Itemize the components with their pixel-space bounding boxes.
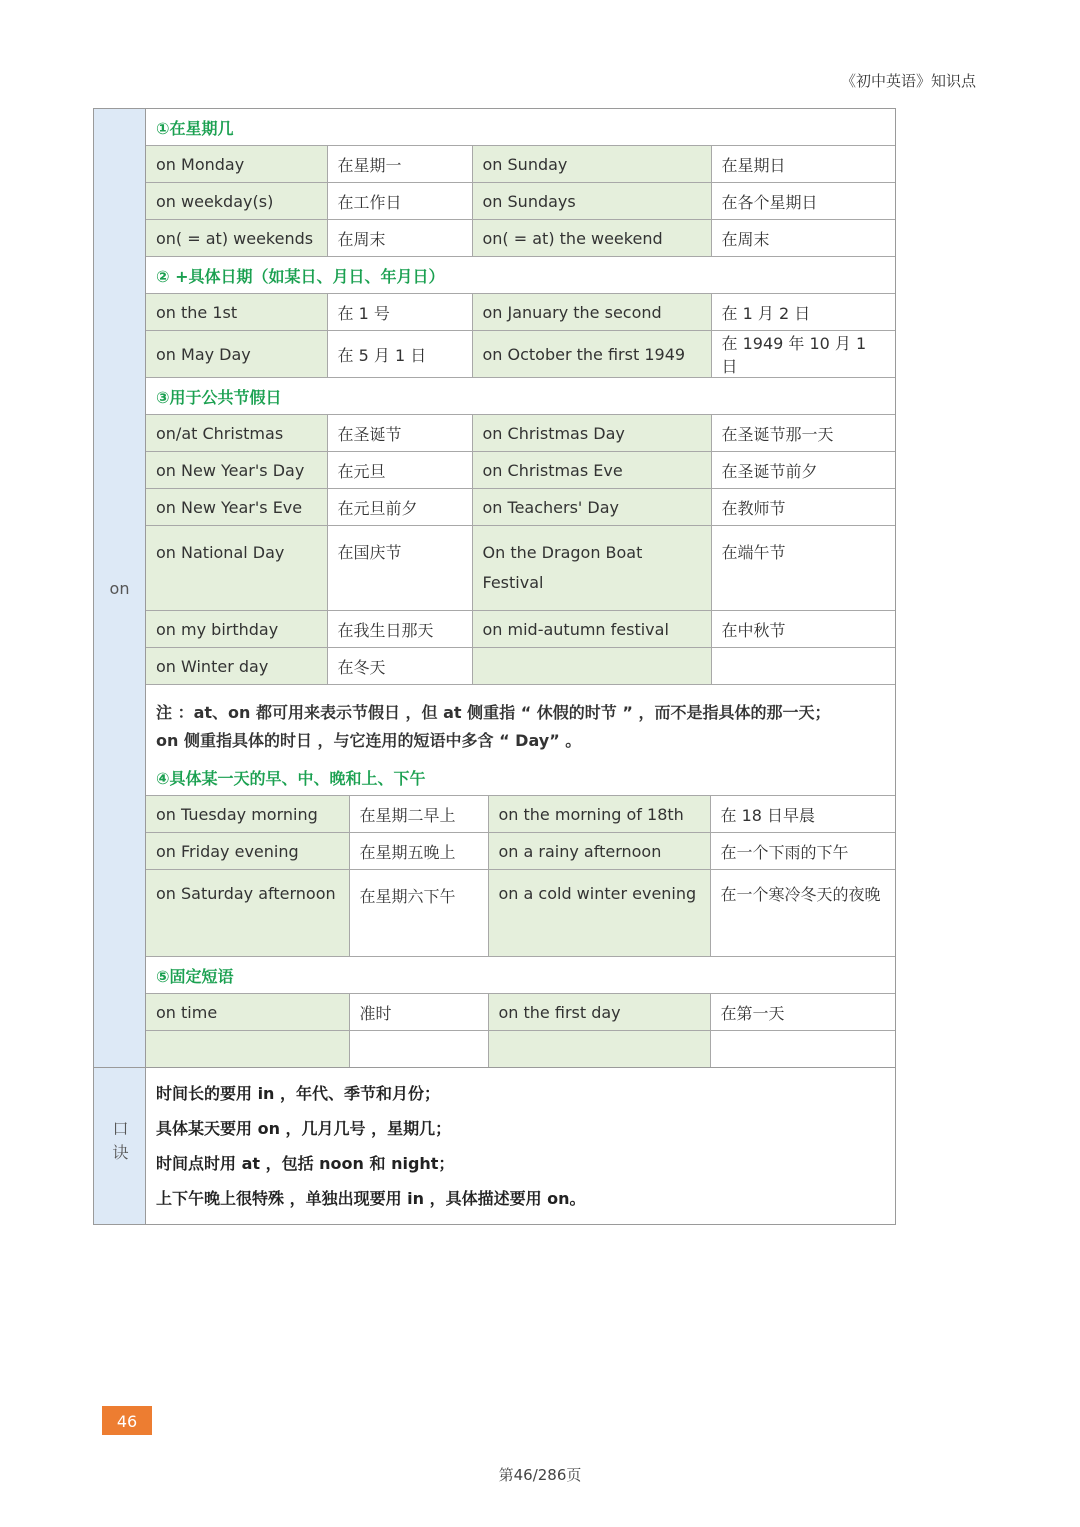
on-usage-table (93, 108, 896, 1225)
time-of-day-block (146, 759, 895, 1067)
phrase-cell: on Friday evening (146, 833, 349, 870)
meaning-cell: 在 18 日早晨 (710, 796, 895, 833)
meaning-cell: 在 1949 年 10 月 1 日 (711, 331, 895, 378)
meaning-cell: 准时 (349, 994, 488, 1031)
section-title-time-of-day: ④具体某一天的早、中、晚和上、下午 (146, 759, 895, 796)
table-row (146, 870, 895, 957)
mnemonic-label: 口诀 (110, 1120, 129, 1168)
phrase-cell: on Tuesday morning (146, 796, 349, 833)
phrase-cell: on my birthday (146, 611, 327, 648)
mnemonic-line-2: 具体某天要用 on ，几月几号 ，星期几； (156, 1119, 452, 1138)
table-row (146, 833, 895, 870)
phrase-cell (472, 648, 711, 685)
meaning-cell: 在圣诞节 (327, 415, 472, 452)
phrase-cell: on Saturday afternoon (146, 870, 349, 957)
phrase-cell: on January the second (472, 294, 711, 331)
table-row (146, 526, 895, 611)
side-label-on: on (94, 109, 146, 1068)
phrase-cell: on Christmas Eve (472, 452, 711, 489)
table-row (146, 331, 895, 378)
table-row (146, 489, 895, 526)
phrase-cell: on the 1st (146, 294, 327, 331)
meaning-cell: 在周末 (327, 220, 472, 257)
phrase-cell: On the Dragon Boat Festival (472, 526, 711, 611)
running-header: 《初中英语》知识点 (840, 72, 976, 90)
section-title-weekday: ①在星期几 (146, 109, 895, 146)
table-row (146, 415, 895, 452)
note-line-2: on 侧重指具体的时日 ，与它连用的短语中多含 “ Day” 。 (156, 731, 582, 750)
note-block (146, 685, 895, 760)
phrase-cell (488, 1031, 710, 1068)
phrase-cell: on Christmas Day (472, 415, 711, 452)
meaning-cell: 在 1 号 (327, 294, 472, 331)
phrase-cell: on( = at) the weekend (472, 220, 711, 257)
section-title-holidays: ③用于公共节假日 (146, 378, 895, 415)
meaning-cell: 在 1 月 2 日 (711, 294, 895, 331)
meaning-cell: 在元旦前夕 (327, 489, 472, 526)
meaning-cell: 在星期日 (711, 146, 895, 183)
table-row (146, 994, 895, 1031)
meaning-cell: 在星期一 (327, 146, 472, 183)
meaning-cell: 在工作日 (327, 183, 472, 220)
table-row (146, 220, 895, 257)
phrase-cell: on National Day (146, 526, 327, 611)
meaning-cell: 在元旦 (327, 452, 472, 489)
table-row (146, 294, 895, 331)
meaning-cell: 在国庆节 (327, 526, 472, 611)
page-footer: 第46/286页 (498, 1466, 582, 1484)
meaning-cell (710, 1031, 895, 1068)
meaning-cell: 在一个寒冷冬天的夜晚 (710, 870, 895, 957)
meaning-cell: 在我生日那天 (327, 611, 472, 648)
phrase-cell: on Winter day (146, 648, 327, 685)
meaning-cell (349, 1031, 488, 1068)
phrase-cell: on the first day (488, 994, 710, 1031)
meaning-cell: 在圣诞节那一天 (711, 415, 895, 452)
section-title-fixed-phrases: ⑤固定短语 (146, 957, 895, 994)
phrase-cell: on October the first 1949 (472, 331, 711, 378)
phrase-cell: on mid-autumn festival (472, 611, 711, 648)
meaning-cell: 在 5 月 1 日 (327, 331, 472, 378)
phrase-cell: on Teachers' Day (472, 489, 711, 526)
meaning-cell: 在第一天 (710, 994, 895, 1031)
meaning-cell: 在中秋节 (711, 611, 895, 648)
phrase-cell: on weekday(s) (146, 183, 327, 220)
phrase-cell: on/at Christmas (146, 415, 327, 452)
phrase-cell: on New Year's Day (146, 452, 327, 489)
phrase-cell: on time (146, 994, 349, 1031)
meaning-cell: 在端午节 (711, 526, 895, 611)
meaning-cell: 在圣诞节前夕 (711, 452, 895, 489)
section-title-dates: ② +具体日期（如某日、月日、年月日） (146, 257, 895, 294)
meaning-cell: 在冬天 (327, 648, 472, 685)
weekday-date-holiday-block (146, 109, 895, 759)
phrase-cell: on New Year's Eve (146, 489, 327, 526)
phrase-cell: on Sunday (472, 146, 711, 183)
table-row (146, 648, 895, 685)
phrase-cell: on( = at) weekends (146, 220, 327, 257)
table-row (146, 452, 895, 489)
mnemonic-line-1: 时间长的要用 in ，年代、季节和月份； (156, 1084, 441, 1103)
note-line-1: 注 ：at、on 都可用来表示节假日 ，但 at 侧重指 “ 休假的时节 ” ，而不是指具体的那一天； (156, 703, 831, 722)
phrase-cell: on the morning of 18th (488, 796, 710, 833)
meaning-cell: 在教师节 (711, 489, 895, 526)
table-row (146, 1031, 895, 1068)
table-row (146, 796, 895, 833)
table-row (146, 146, 895, 183)
table-row (146, 611, 895, 648)
side-label-mnemonic (94, 1068, 146, 1225)
mnemonic-block (146, 1068, 896, 1225)
meaning-cell: 在星期二早上 (349, 796, 488, 833)
mnemonic-line-4: 上下午晚上很特殊 ，单独出现要用 in ，具体描述要用 on。 (156, 1189, 586, 1208)
phrase-cell: on May Day (146, 331, 327, 378)
phrase-cell (146, 1031, 349, 1068)
phrase-cell: on a cold winter evening (488, 870, 710, 957)
meaning-cell: 在各个星期日 (711, 183, 895, 220)
phrase-cell: on a rainy afternoon (488, 833, 710, 870)
meaning-cell (711, 648, 895, 685)
meaning-cell: 在一个下雨的下午 (710, 833, 895, 870)
meaning-cell: 在星期六下午 (349, 870, 488, 957)
mnemonic-line-3: 时间点时用 at ，包括 noon 和 night； (156, 1154, 455, 1173)
meaning-cell: 在星期五晚上 (349, 833, 488, 870)
meaning-cell: 在周末 (711, 220, 895, 257)
phrase-cell: on Sundays (472, 183, 711, 220)
page-number-badge: 46 (102, 1406, 152, 1435)
table-row (146, 183, 895, 220)
phrase-cell: on Monday (146, 146, 327, 183)
